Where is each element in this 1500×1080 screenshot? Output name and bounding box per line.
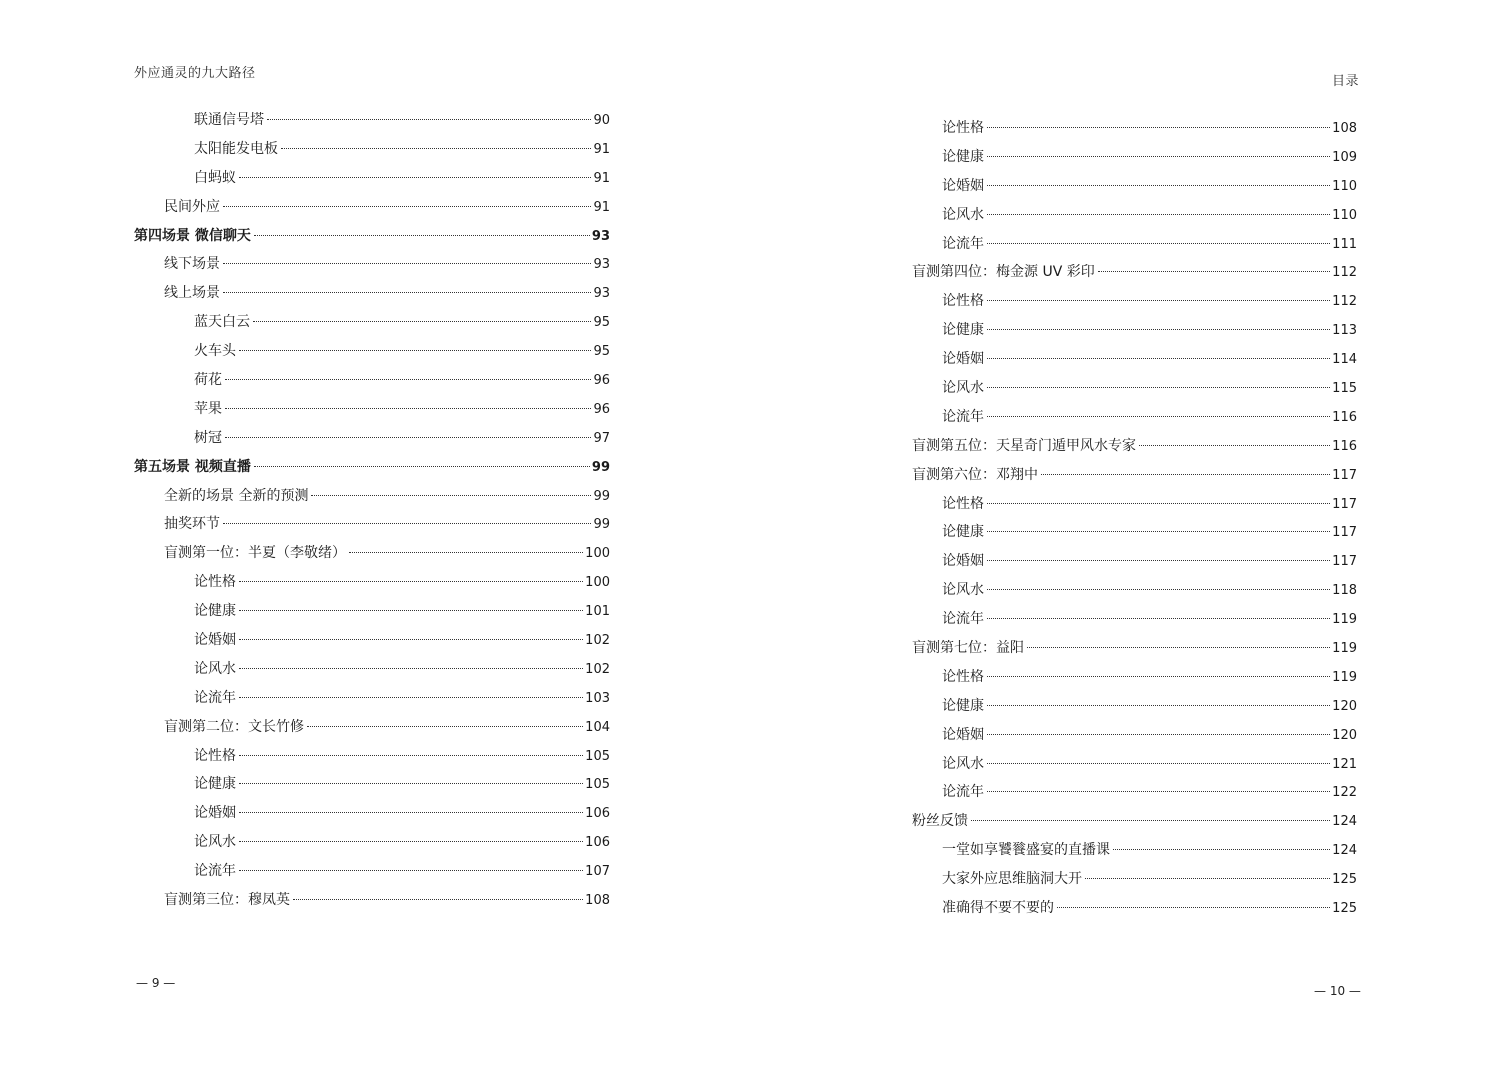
toc-entry-page-number: 95 [593, 315, 610, 331]
toc-entry [912, 374, 1357, 403]
toc-entry-title: 第四场景 微信聊天 [134, 227, 251, 244]
dot-leader [987, 214, 1330, 215]
toc-entry-page-number: 124 [1332, 843, 1357, 859]
toc-entry-page-number: 107 [585, 864, 610, 880]
toc-entry-title: 盲测第四位：梅金源 UV 彩印 [912, 264, 1095, 281]
dot-leader [239, 812, 583, 813]
toc-entry-page-number: 116 [1332, 438, 1357, 454]
dot-leader [987, 791, 1330, 792]
toc-entry [912, 865, 1357, 894]
toc-entry-title: 论风水 [194, 834, 236, 851]
toc-entry [134, 568, 610, 597]
toc-entry [134, 597, 610, 626]
toc-entry [134, 337, 610, 366]
dot-leader [987, 589, 1330, 590]
toc-entry-page-number: 96 [593, 401, 610, 417]
dot-leader [987, 763, 1330, 764]
toc-entry-page-number: 100 [585, 575, 610, 591]
toc-entry-page-number: 120 [1332, 698, 1357, 714]
toc-entry-page-number: 110 [1332, 207, 1357, 223]
toc-entry-title: 盲测第六位：邓翔中 [912, 466, 1038, 483]
toc-entry [134, 482, 610, 511]
dot-leader [225, 408, 591, 409]
toc-entry-title: 盲测第一位：半夏（李敬绪） [164, 545, 346, 562]
toc-entry [912, 836, 1357, 865]
toc-entry-page-number: 105 [585, 777, 610, 793]
toc-entry-title: 论健康 [942, 697, 984, 714]
dot-leader [1139, 445, 1330, 446]
toc-entry [134, 366, 610, 395]
dot-leader [1113, 849, 1330, 850]
toc-entry-title: 民间外应 [164, 198, 220, 215]
dot-leader [293, 899, 583, 900]
dot-leader [1085, 878, 1330, 879]
toc-entry [134, 655, 610, 684]
toc-entry-page-number: 100 [585, 546, 610, 562]
toc-entry-page-number: 121 [1332, 756, 1357, 772]
toc-entry [134, 250, 610, 279]
toc-entry-page-number: 113 [1332, 323, 1357, 339]
toc-entry-page-number: 119 [1332, 641, 1357, 657]
toc-entry [912, 634, 1357, 663]
toc-entry-title: 论流年 [942, 408, 984, 425]
toc-entry-page-number: 105 [585, 748, 610, 764]
toc-entry-title: 苹果 [194, 400, 222, 417]
toc-entry-title: 论婚姻 [942, 553, 984, 570]
dot-leader [225, 437, 591, 438]
dot-leader [987, 531, 1330, 532]
toc-entry-page-number: 117 [1332, 525, 1357, 541]
toc-entry-title: 论性格 [942, 668, 984, 685]
toc-entry-title: 论流年 [942, 611, 984, 628]
toc-entry-page-number: 101 [585, 604, 610, 620]
toc-entry-title: 白蚂蚁 [194, 169, 236, 186]
toc-entry [912, 605, 1357, 634]
dot-leader [1041, 474, 1330, 475]
dot-leader [254, 466, 590, 467]
toc-entry-title: 论健康 [194, 776, 236, 793]
toc-entry-page-number: 95 [593, 344, 610, 360]
toc-entry-title: 盲测第五位：天星奇门遁甲风水专家 [912, 437, 1136, 454]
toc-entry [912, 778, 1357, 807]
toc-entry-page-number: 104 [585, 719, 610, 735]
dot-leader [311, 495, 591, 496]
toc-entry-title: 论健康 [942, 524, 984, 541]
toc-entry-page-number: 117 [1332, 496, 1357, 512]
toc-entry-title: 论流年 [942, 235, 984, 252]
toc-entry-page-number: 111 [1332, 236, 1357, 252]
toc-entry [912, 201, 1357, 230]
running-head: 目录 [1332, 74, 1360, 89]
dot-leader [987, 560, 1330, 561]
toc-entry-page-number: 118 [1332, 583, 1357, 599]
toc-entry [134, 684, 610, 713]
toc-entry-title: 论性格 [942, 293, 984, 310]
toc-entry [134, 135, 610, 164]
dot-leader [987, 358, 1330, 359]
toc-entry-title: 论流年 [194, 863, 236, 880]
toc-entry-title: 论性格 [942, 495, 984, 512]
dot-leader [987, 416, 1330, 417]
toc-entry [912, 258, 1357, 287]
toc-entry-page-number: 91 [593, 170, 610, 186]
dot-leader [239, 177, 591, 178]
toc-entry-title: 论性格 [942, 120, 984, 136]
toc-entry [134, 164, 610, 193]
toc-entry-page-number: 99 [593, 517, 610, 533]
toc-entry-title: 全新的场景 全新的预测 [164, 487, 309, 504]
toc-entry-page-number: 106 [585, 835, 610, 851]
dot-leader [307, 726, 583, 727]
toc-entry-page-number: 125 [1332, 872, 1357, 888]
dot-leader [987, 734, 1330, 735]
toc-entry-title: 论风水 [942, 380, 984, 397]
dot-leader [987, 329, 1330, 330]
toc-entry-title: 线上场景 [164, 285, 220, 302]
toc-entry-page-number: 116 [1332, 409, 1357, 425]
toc-entry [912, 576, 1357, 605]
toc-entry-page-number: 93 [593, 286, 610, 302]
toc-entry-title: 论健康 [942, 148, 984, 165]
toc-entry-page-number: 112 [1332, 294, 1357, 310]
toc-entry-page-number: 102 [585, 633, 610, 649]
dot-leader [239, 841, 583, 842]
dot-leader [987, 243, 1330, 244]
dot-leader [239, 755, 583, 756]
dot-leader [239, 783, 583, 784]
toc-entry [912, 894, 1357, 923]
toc-entry-title: 论婚姻 [942, 351, 984, 368]
page-number: — 10 — [1314, 984, 1361, 998]
toc-entry-title: 论流年 [942, 784, 984, 801]
dot-leader [987, 676, 1330, 677]
toc-entry-title: 论婚姻 [194, 805, 236, 822]
toc-entry-title: 盲测第二位：文长竹修 [164, 718, 304, 735]
dot-leader [223, 523, 591, 524]
toc-entry-page-number: 114 [1332, 352, 1357, 368]
toc-entry-page-number: 93 [591, 228, 610, 244]
dot-leader [349, 552, 583, 553]
dot-leader [239, 639, 583, 640]
dot-leader [239, 610, 583, 611]
toc-entry-title: 论健康 [942, 322, 984, 339]
dot-leader [987, 156, 1330, 157]
dot-leader [987, 705, 1330, 706]
toc-entry-page-number: 99 [591, 459, 610, 475]
toc-entry [912, 692, 1357, 721]
toc-entry-page-number: 99 [593, 488, 610, 504]
toc-entry [134, 279, 610, 308]
page-number: — 9 — [136, 976, 176, 990]
toc-entry [912, 114, 1357, 143]
dot-leader [239, 668, 583, 669]
toc-entry [912, 316, 1357, 345]
toc-entry-title: 火车头 [194, 343, 236, 360]
toc-entry-page-number: 119 [1332, 669, 1357, 685]
dot-leader [239, 350, 591, 351]
toc-entry-title: 粉丝反馈 [912, 813, 968, 830]
toc-entry [134, 626, 610, 655]
toc-entry-page-number: 108 [585, 893, 610, 909]
toc-entry [912, 663, 1357, 692]
toc-entry-title: 树冠 [194, 429, 222, 446]
toc-entry [134, 424, 610, 453]
toc-entry-page-number: 124 [1332, 814, 1357, 830]
dot-leader [987, 387, 1330, 388]
toc-entry [134, 742, 610, 771]
toc-entry [134, 799, 610, 828]
toc-entry-page-number: 96 [593, 373, 610, 389]
toc-entry-title: 联通信号塔 [194, 112, 264, 128]
dot-leader [281, 148, 591, 149]
toc-entry [134, 222, 610, 251]
toc-entry-title: 论健康 [194, 603, 236, 620]
dot-leader [987, 185, 1330, 186]
dot-leader [987, 618, 1330, 619]
dot-leader [267, 119, 591, 120]
dot-leader [971, 820, 1330, 821]
toc-entry-title: 大家外应思维脑洞大开 [942, 871, 1082, 888]
toc-entry-page-number: 108 [1332, 121, 1357, 136]
toc-entry [134, 713, 610, 742]
toc-entry [134, 395, 610, 424]
table-of-contents [134, 106, 610, 915]
toc-entry [912, 518, 1357, 547]
toc-entry [912, 807, 1357, 836]
dot-leader [987, 503, 1330, 504]
toc-entry [134, 193, 610, 222]
toc-entry-title: 论婚姻 [194, 632, 236, 649]
toc-entry [134, 453, 610, 482]
toc-entry-page-number: 109 [1332, 149, 1357, 165]
dot-leader [253, 321, 591, 322]
toc-entry-page-number: 97 [593, 430, 610, 446]
toc-entry-page-number: 117 [1332, 554, 1357, 570]
toc-entry-page-number: 90 [593, 113, 610, 128]
running-head: 外应通灵的九大路径 [134, 66, 256, 81]
table-of-contents [912, 114, 1357, 923]
toc-entry-title: 盲测第七位：益阳 [912, 640, 1024, 657]
toc-entry [134, 886, 610, 915]
dot-leader [1027, 647, 1330, 648]
toc-entry [134, 539, 610, 568]
toc-entry [912, 432, 1357, 461]
dot-leader [223, 206, 591, 207]
toc-entry-page-number: 102 [585, 661, 610, 677]
dot-leader [223, 292, 591, 293]
toc-entry-title: 荷花 [194, 372, 222, 389]
toc-entry-title: 论风水 [194, 660, 236, 677]
toc-entry-title: 一堂如享饕餮盛宴的直播课 [942, 842, 1110, 859]
toc-entry-page-number: 91 [593, 141, 610, 157]
toc-entry-title: 准确得不要不要的 [942, 900, 1054, 917]
toc-entry [912, 547, 1357, 576]
toc-entry [134, 510, 610, 539]
toc-entry-title: 论性格 [194, 574, 236, 591]
toc-entry-page-number: 91 [593, 199, 610, 215]
toc-entry [912, 143, 1357, 172]
toc-entry-page-number: 122 [1332, 785, 1357, 801]
toc-entry-title: 蓝天白云 [194, 314, 250, 331]
toc-entry [912, 461, 1357, 490]
toc-entry [134, 770, 610, 799]
dot-leader [223, 263, 591, 264]
dot-leader [1057, 907, 1330, 908]
dot-leader [239, 581, 583, 582]
toc-entry-page-number: 112 [1332, 265, 1357, 281]
dot-leader [987, 127, 1330, 128]
toc-entry [134, 106, 610, 135]
toc-entry-page-number: 110 [1332, 178, 1357, 194]
toc-entry [912, 721, 1357, 750]
toc-entry [134, 308, 610, 337]
toc-entry-title: 论风水 [942, 206, 984, 223]
toc-entry-title: 第五场景 视频直播 [134, 458, 251, 475]
dot-leader [239, 870, 583, 871]
dot-leader [254, 235, 590, 236]
toc-entry-page-number: 106 [585, 806, 610, 822]
toc-entry-page-number: 103 [585, 690, 610, 706]
toc-entry-title: 论风水 [942, 755, 984, 772]
toc-entry [912, 172, 1357, 201]
toc-entry-title: 论流年 [194, 689, 236, 706]
toc-entry-title: 太阳能发电板 [194, 140, 278, 157]
toc-entry-title: 论婚姻 [942, 177, 984, 194]
toc-entry [912, 750, 1357, 779]
toc-entry-page-number: 120 [1332, 727, 1357, 743]
dot-leader [987, 300, 1330, 301]
toc-entry [912, 490, 1357, 519]
toc-entry [912, 230, 1357, 259]
toc-entry-title: 论风水 [942, 582, 984, 599]
toc-entry-page-number: 125 [1332, 901, 1357, 917]
toc-entry-title: 抽奖环节 [164, 516, 220, 533]
toc-entry-title: 论性格 [194, 747, 236, 764]
toc-entry-title: 线下场景 [164, 256, 220, 273]
toc-entry [912, 287, 1357, 316]
toc-entry-title: 盲测第三位：穆凤英 [164, 892, 290, 909]
dot-leader [1098, 271, 1330, 272]
dot-leader [239, 697, 583, 698]
dot-leader [225, 379, 591, 380]
toc-entry [134, 828, 610, 857]
toc-entry-page-number: 115 [1332, 381, 1357, 397]
right-page [750, 0, 1500, 1080]
toc-entry-page-number: 117 [1332, 467, 1357, 483]
toc-entry-page-number: 119 [1332, 612, 1357, 628]
toc-entry [134, 857, 610, 886]
toc-entry-page-number: 93 [593, 257, 610, 273]
toc-entry-title: 论婚姻 [942, 726, 984, 743]
toc-entry [912, 403, 1357, 432]
toc-entry [912, 345, 1357, 374]
